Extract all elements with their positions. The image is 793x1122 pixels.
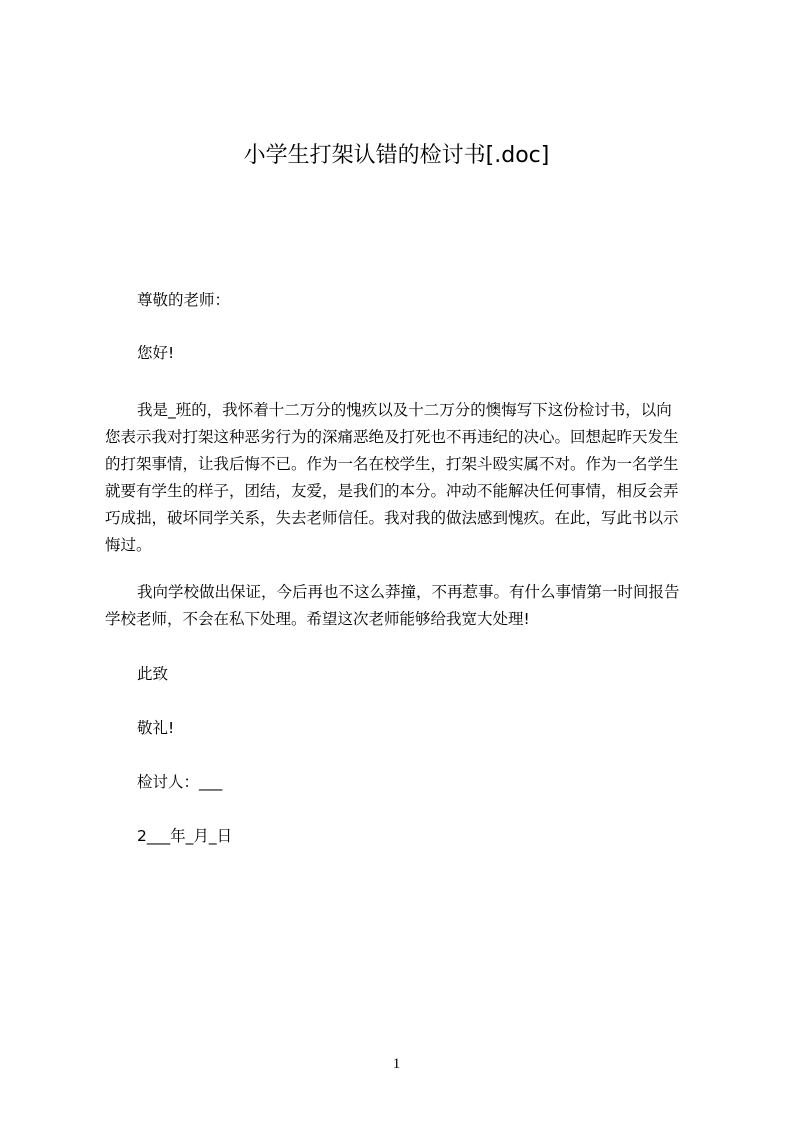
page-number: 1 <box>392 1056 401 1072</box>
paragraph-line: 巧成拙，破坏同学关系，失去老师信任。我对我的做法感到愧疚。在此，写此书以示 <box>105 509 679 527</box>
document-title: 小学生打架认错的检讨书[.doc] <box>243 143 550 168</box>
paragraph-line: 悔过。 <box>105 536 152 554</box>
paragraph-line: 的打架事情，让我后悔不已。作为一名在校学生，打架斗殴实属不对。作为一名学生 <box>105 455 679 473</box>
greeting: 您好! <box>137 344 175 362</box>
paragraph-line: 我向学校做出保证，今后再也不这么莽撞，不再惹事。有什么事情第一时间报告 <box>137 583 680 601</box>
salutation: 尊敬的老师： <box>137 291 231 309</box>
closing-line-1: 此致 <box>137 665 169 683</box>
closing-line-2: 敬礼! <box>137 719 175 737</box>
signature-line: 检讨人：___ <box>137 773 223 791</box>
paragraph-line: 就要有学生的样子，团结，友爱，是我们的本分。冲动不能解决任何事情，相反会弄 <box>105 482 679 500</box>
paragraph-line: 学校老师，不会在私下处理。希望这次老师能够给我宽大处理! <box>105 610 530 628</box>
paragraph-line: 我是_班的，我怀着十二万分的愧疚以及十二万分的懊悔写下这份检讨书，以向 <box>137 401 672 419</box>
paragraph-line: 您表示我对打架这种恶劣行为的深痛恶绝及打死也不再违纪的决心。回想起昨天发生 <box>105 428 679 446</box>
date-line: 2___年_月_日 <box>137 827 233 845</box>
